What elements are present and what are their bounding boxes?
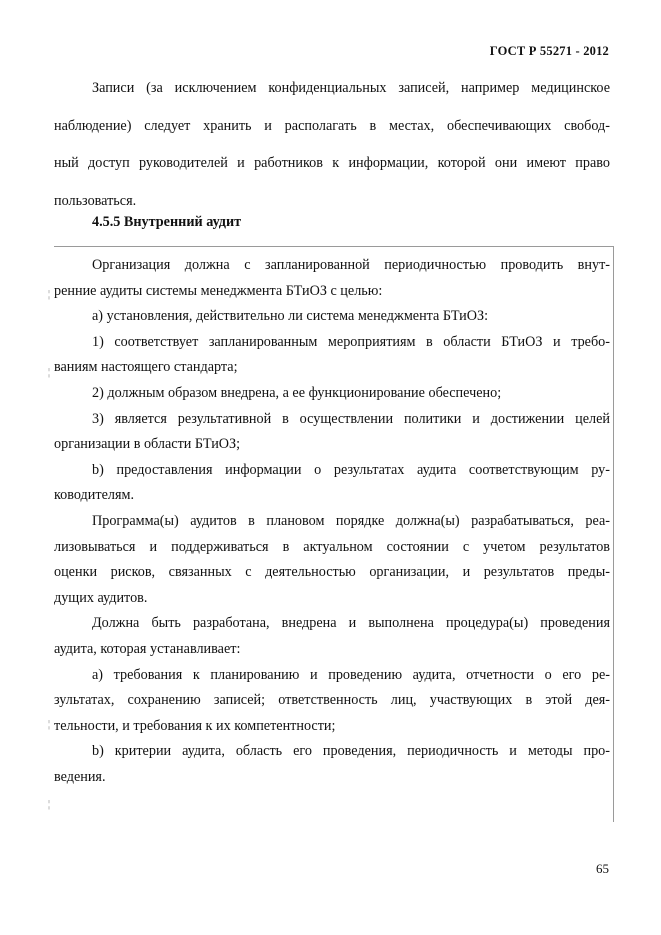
text-line: тельности, и требования к их компетентности;: [54, 717, 336, 734]
text-line: Программа(ы) аудитов в плановом порядке должна(ы) разрабатываться, реа-: [92, 512, 610, 529]
margin-mark: ¦: [48, 367, 51, 378]
section-title: 4.5.5 Внутренний аудит: [92, 214, 242, 230]
audit-section-body: [54, 253, 610, 790]
text-line: ведения.: [54, 768, 106, 785]
text-line: наблюдение) следует хранить и располагать в местах, обеспечивающих свобод-: [54, 117, 610, 134]
text-line: а) требования к планированию и проведению аудита, отчетности о его ре-: [92, 666, 610, 683]
text-line: организации в области БТиОЗ;: [54, 436, 241, 453]
text-line: b) предоставления информации о результатах аудита соответствующим ру-: [92, 461, 610, 478]
text-line: b) критерии аудита, область его проведения, периодичность и методы про-: [92, 743, 610, 760]
text-line: а) установления, действительно ли система менеджмента БТиОЗ:: [92, 308, 489, 325]
text-line: 2) должным образом внедрена, а ее функционирование обеспечено;: [92, 384, 502, 401]
text-line: дущих аудитов.: [54, 589, 148, 606]
text-line: ваниям настоящего стандарта;: [54, 359, 238, 376]
margin-mark: ¦: [48, 289, 51, 300]
text-line: ренние аудиты системы менеджмента БТиОЗ с целью:: [54, 282, 383, 299]
margin-mark: ¦: [48, 799, 51, 810]
text-line: лизовываться и поддерживаться в актуальном состоянии с учетом результатов: [54, 538, 610, 555]
text-line: ководителям.: [54, 487, 134, 504]
text-line: оценки рисков, связанных с деятельностью организации, и результатов преды-: [54, 564, 610, 581]
text-line: 3) является результативной в осуществлении политики и достижении целей: [92, 410, 610, 427]
top-paragraph: [54, 70, 610, 220]
text-line: аудита, которая устанавливает:: [54, 640, 241, 657]
margin-mark: ¦: [48, 719, 51, 730]
text-line: Организация должна с запланированной периодичностью проводить внут-: [92, 257, 610, 273]
text-line: Записи (за исключением конфиденциальных записей, например медицинское: [92, 80, 610, 96]
text-line: пользоваться.: [54, 192, 137, 209]
text-line: 1) соответствует запланированным мероприятиям в области БТиОЗ и требо-: [92, 333, 610, 350]
text-line: Должна быть разработана, внедрена и выполнена процедура(ы) проведения: [92, 615, 610, 632]
text-line: ный доступ руководителей и работников к информации, которой они имеют право: [54, 155, 610, 171]
document-code-header: ГОСТ Р 55271 - 2012: [489, 44, 609, 58]
text-line: зультатах, сохранению записей; ответственность лиц, участвующих в этой дея-: [54, 692, 610, 709]
page-number: 65: [596, 861, 609, 876]
